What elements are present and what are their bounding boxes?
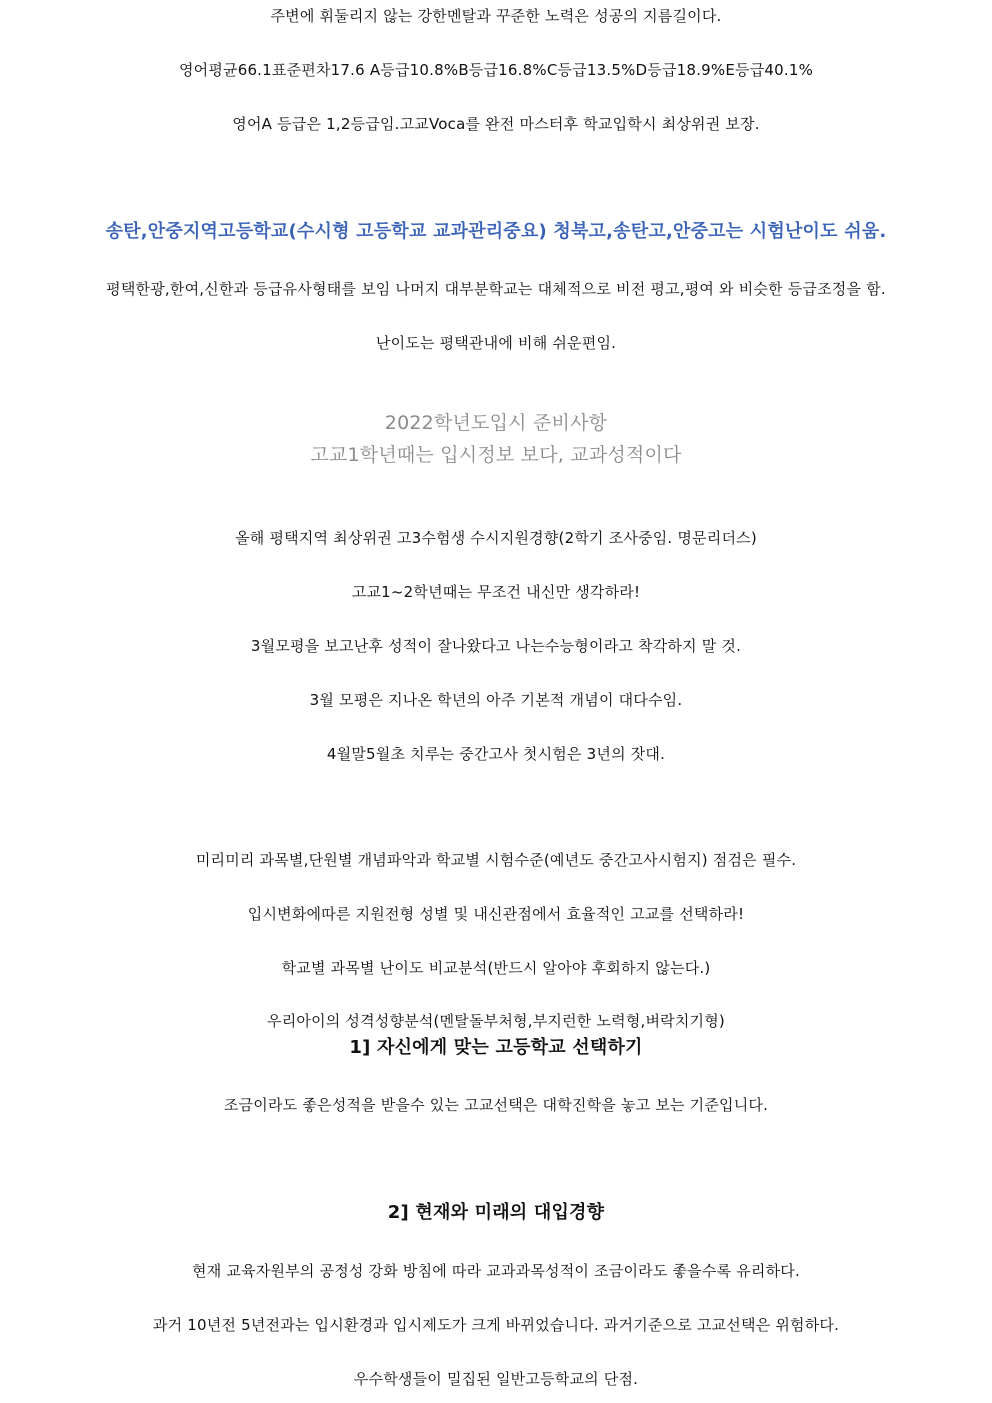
text-line: 현재 교육자원부의 공정성 강화 방침에 따라 교과과목성적이 조금이라도 좋을수록 유리하다.	[192, 1262, 800, 1280]
text-line: 미리미리 과목별,단원별 개념파악과 학교별 시험수준(예년도 중간고사시험지) 점검은 필수.	[195, 851, 797, 869]
text-line: 4월말5월초 치루는 중간고사 첫시험은 3년의 잣대.	[326, 745, 666, 763]
text-line: 우수학생들이 밀집된 일반고등학교의 단점.	[353, 1370, 639, 1388]
text-line: 올해 평택지역 최상위권 고3수험생 수시지원경향(2학기 조사중임. 명문리더스)	[235, 529, 757, 547]
text-line: 3월 모평은 지나온 학년의 아주 기본적 개념이 대다수임.	[309, 691, 683, 709]
text-line: 영어평균66.1표준편차17.6 A등급10.8%B등급16.8%C등급13.5%D등급18.9%E등급40.1%	[178, 61, 814, 79]
highlight-line: 송탄,안중지역고등학교(수시형 고등학교 교과관리중요) 청북고,송탄고,안중고는 시험난이도 쉬움.	[105, 221, 887, 242]
text-line: 입시변화에따른 지원전형 성별 및 내신관점에서 효율적인 고교를 선택하라!	[247, 905, 745, 923]
text-line: 과거 10년전 5년전과는 입시환경과 입시제도가 크게 바뀌었습니다. 과거기준으로 고교선택은 위험하다.	[152, 1316, 840, 1334]
text-line: 우리아이의 성격성향분석(멘탈돌부처형,부지런한 노력형,벼락치기형)	[267, 1012, 725, 1030]
text-line: 3월모평을 보고난후 성적이 잘나왔다고 나는수능형이라고 착각하지 말 것.	[250, 637, 742, 655]
text-line: 난이도는 평택관내에 비해 쉬운편임.	[375, 334, 617, 352]
section-heading: 고교1학년때는 입시정보 보다, 교과성적이다	[310, 444, 682, 466]
text-line: 평택한광,한여,신한과 등급유사형태를 보임 나머지 대부분학교는 대체적으로 비전 평고,평여 와 비슷한 등급조정을 함.	[106, 280, 886, 298]
section-heading: 2] 현재와 미래의 대입경향	[387, 1202, 605, 1223]
text-line: 학교별 과목별 난이도 비교분석(반드시 알아야 후회하지 않는다.)	[281, 959, 711, 977]
text-line: 고교1~2학년때는 무조건 내신만 생각하라!	[351, 583, 641, 601]
text-line: 영어A 등급은 1,2등급임.고교Voca를 완전 마스터후 학교입학시 최상위권 보장.	[232, 115, 760, 133]
text-line: 주변에 휘둘리지 않는 강한멘탈과 꾸준한 노력은 성공의 지름길이다.	[270, 7, 722, 25]
text-line: 조금이라도 좋은성적을 받을수 있는 고교선택은 대학진학을 놓고 보는 기준입니다.	[223, 1096, 769, 1114]
section-heading: 1] 자신에게 맞는 고등학교 선택하기	[349, 1037, 643, 1058]
section-heading: 2022학년도입시 준비사항	[384, 412, 608, 434]
